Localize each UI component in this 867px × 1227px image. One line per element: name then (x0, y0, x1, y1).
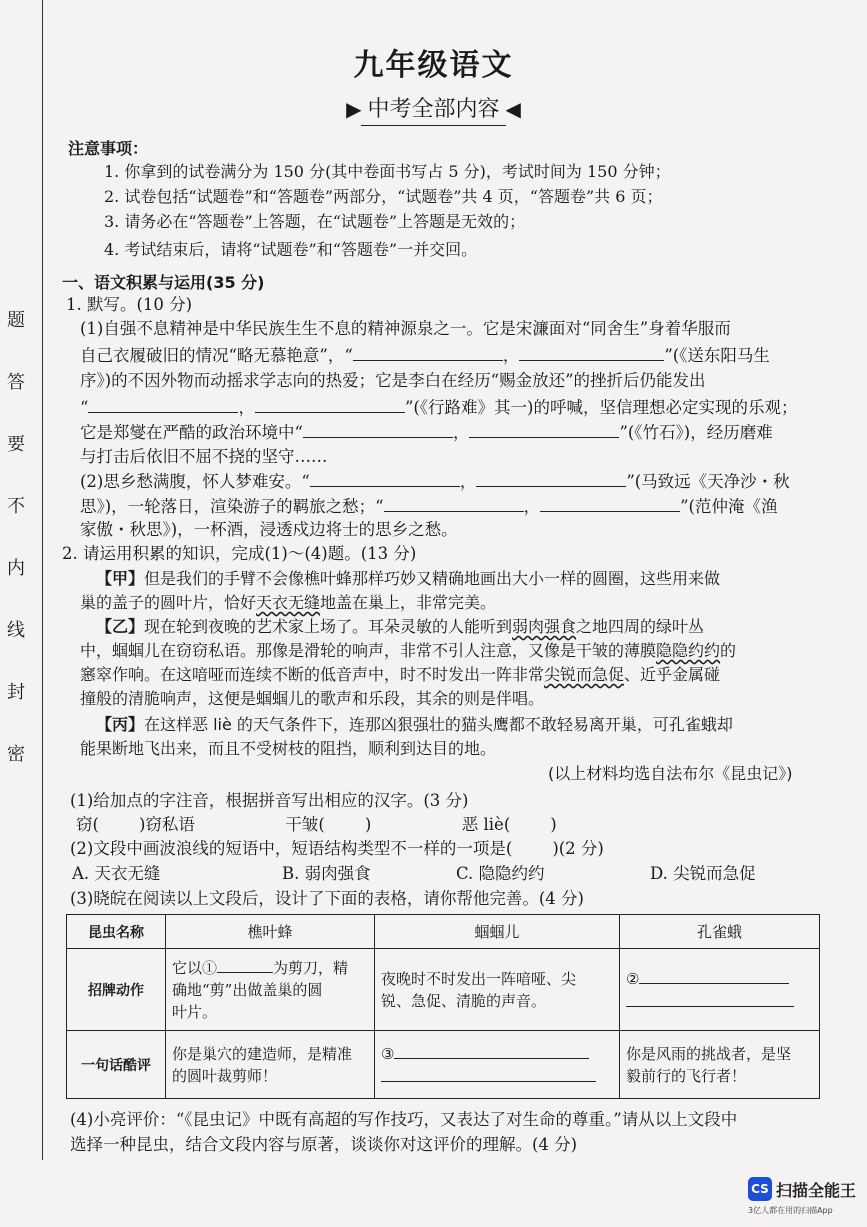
q1-text: 自己衣履破旧的情况“略无慕艳意”，“ ， ”(《送东阳马生 (80, 346, 770, 365)
passage-source: (以上材料均选自法布尔《昆虫记》) (548, 764, 793, 783)
option-b[interactable]: B. 弱肉强食 (282, 864, 371, 883)
watermark-tagline: 3亿人都在用的扫描App (748, 1206, 833, 1215)
table-header-cell: 樵叶蜂 (166, 915, 375, 949)
passage-yi: 中，蝈蝈儿在窃窃私语。那像是滑轮的响声，非常不引人注意，又像是干皱的薄膜隐隐约约的 (80, 641, 737, 660)
subquestion-4: (4)小亮评价：“《昆虫记》中既有高超的写作技巧，又表达了对生命的尊重。”请从以上文段中 (70, 1110, 738, 1129)
passage-jia: 巢的盖子的圆叶片，恰好天衣无缝地盖在巢上，非常完美。 (80, 593, 497, 612)
q1-text: 与打击后依旧不屈不挠的坚守…… (80, 447, 328, 466)
answer-blank[interactable] (469, 421, 619, 438)
note-item: 1. 你拿到的试卷满分为 150 分(其中卷面书写占 5 分)，考试时间为 150 分钟； (104, 162, 671, 181)
table-row (67, 949, 820, 1031)
option-d[interactable]: D. 尖锐而急促 (650, 864, 756, 883)
notes-heading: 注意事项： (68, 139, 149, 158)
q1-text: 序》)的不因外物而动摇求学志向的热爱；它是李白在经历“赐金放还”的挫折后仍能发出 (80, 371, 706, 390)
question-1-heading: 1. 默写。(10 分) (66, 295, 193, 314)
note-item: 3. 请务必在“答题卷”上答题，在“试题卷”上答题是无效的； (104, 212, 526, 231)
answer-blank[interactable] (310, 470, 460, 487)
page-title: 九年级语文 (353, 48, 514, 83)
answer-blank[interactable] (626, 990, 794, 1007)
table-cell: 它以① 为剪刀，精 确地“剪”出做盖巢的圆 叶片。 (166, 949, 375, 1031)
table-header-row (67, 915, 820, 949)
q1-text: (2)思乡愁满腹，怀人梦难安。“ ， ”(马致远《天净沙・秋 (80, 472, 790, 491)
margin-char: 封 (7, 682, 25, 703)
margin-char: 密 (7, 744, 25, 765)
triangle-left-icon: ◀ (505, 97, 521, 121)
row-heading: 招牌动作 (67, 949, 166, 1031)
margin-char: 答 (7, 372, 25, 393)
binding-margin-text (2, 290, 30, 786)
margin-char: 内 (7, 558, 25, 579)
q1-text: 思》)，一轮落日，渲染游子的羁旅之愁；“ ， ”(范仲淹《渔 (80, 497, 778, 516)
answer-blank[interactable] (540, 495, 680, 512)
note-item: 2. 试卷包括“试题卷”和“答题卷”两部分，“试题卷”共 4 页，“答题卷”共 6 页； (104, 187, 663, 206)
scanner-watermark (748, 1177, 866, 1221)
margin-char: 要 (7, 434, 25, 455)
passage-bing: 【丙】在这样恶 liè 的天气条件下，连那凶狠强壮的猫头鹰都不敢轻易离开巢，可孔雀蛾却 (96, 715, 733, 734)
table-cell: ③ (375, 1031, 620, 1099)
passage-yi: 窸窣作响。在这喑哑而连续不断的低音声中，时不时发出一阵非常尖锐而急促、近乎金属碰 (80, 665, 721, 684)
row-heading: 一句话酷评 (67, 1031, 166, 1099)
table-row (67, 1031, 820, 1099)
table-header-cell: 蝈蝈儿 (375, 915, 620, 949)
subtitle-text: 中考全部内容 (361, 92, 505, 126)
subquestion-4: 选择一种昆虫，结合文段内容与原著，谈谈你对这评价的理解。(4 分) (70, 1135, 578, 1154)
table-header-cell: 孔雀蛾 (620, 915, 820, 949)
answer-blank[interactable] (476, 470, 626, 487)
section-heading: 一、语文积累与运用(35 分) (62, 273, 265, 292)
answer-blank[interactable] (519, 344, 664, 361)
answer-blank[interactable] (381, 1065, 596, 1082)
margin-char: 不 (7, 496, 25, 517)
answer-blank[interactable] (88, 396, 238, 413)
option-a[interactable]: A. 天衣无缝 (72, 864, 161, 883)
answer-blank[interactable] (217, 956, 273, 973)
table-cell: 你是风雨的挑战者，是坚 毅前行的飞行者！ (620, 1031, 820, 1099)
subquestion-2: (2)文段中画波浪线的短语中，短语结构类型不一样的一项是( )(2 分) (70, 839, 604, 858)
insect-table (66, 914, 820, 1099)
subquestion-1: (1)给加点的字注音，根据拼音写出相应的汉字。(3 分) (70, 791, 469, 810)
note-item: 4. 考试结束后，请将“试题卷”和“答题卷”一并交回。 (104, 240, 478, 259)
option-c[interactable]: C. 隐隐约约 (456, 864, 545, 883)
table-header-cell: 昆虫名称 (67, 915, 166, 949)
camscanner-logo-icon: CS (748, 1177, 772, 1201)
table-cell: 你是巢穴的建造师，是精准 的圆叶裁剪师！ (166, 1031, 375, 1099)
passage-jia: 【甲】但是我们的手臂不会像樵叶蜂那样巧妙又精确地画出大小一样的圆圈，这些用来做 (96, 569, 721, 588)
subquestion-1-items: 窃( )窃私语 干皱( ) 恶 liè( ) (76, 815, 557, 834)
answer-blank[interactable] (394, 1042, 589, 1059)
answer-blank[interactable] (639, 967, 789, 984)
passage-bing: 能果断地飞出来，而且不受树枝的阻挡，顺利到达目的地。 (80, 739, 497, 758)
triangle-right-icon: ▶ (346, 97, 362, 121)
table-cell: ② (620, 949, 820, 1031)
answer-blank[interactable] (255, 396, 405, 413)
q1-text: (1)自强不息精神是中华民族生生不息的精神源泉之一。它是宋濂面对“同舍生”身着华服而 (80, 319, 731, 338)
margin-char: 题 (7, 310, 25, 331)
subquestion-3: (3)晓皖在阅读以上文段后，设计了下面的表格，请你帮他完善。(4 分) (70, 889, 584, 908)
margin-char: 线 (7, 620, 25, 641)
answer-blank[interactable] (353, 344, 503, 361)
table-cell: 夜晚时不时发出一阵喑哑、尖 锐、急促、清脆的声音。 (375, 949, 620, 1031)
question-2-heading: 2. 请运用积累的知识，完成(1)～(4)题。(13 分) (62, 544, 417, 563)
passage-yi: 【乙】现在轮到夜晚的艺术家上场了。耳朵灵敏的人能听到弱肉强食之地四周的绿叶丛 (96, 617, 705, 636)
answer-blank[interactable] (384, 495, 524, 512)
q1-text: 它是郑燮在严酷的政治环境中“ ， ”(《竹石》)，经历磨难 (80, 423, 773, 442)
page-subtitle (0, 92, 867, 126)
passage-yi: 撞般的清脆响声，这便是蝈蝈儿的歌声和乐段，其余的则是伴唱。 (80, 689, 545, 708)
answer-blank[interactable] (303, 421, 453, 438)
q1-text: 家傲・秋思》)，一杯酒，浸透戍边将士的思乡之愁。 (80, 520, 458, 539)
binding-line (42, 0, 43, 1160)
watermark-name: 扫描全能王 (776, 1181, 857, 1200)
q1-text: “ ， ”(《行路难》其一)的呼喊，坚信理想必定实现的乐观； (80, 398, 798, 417)
